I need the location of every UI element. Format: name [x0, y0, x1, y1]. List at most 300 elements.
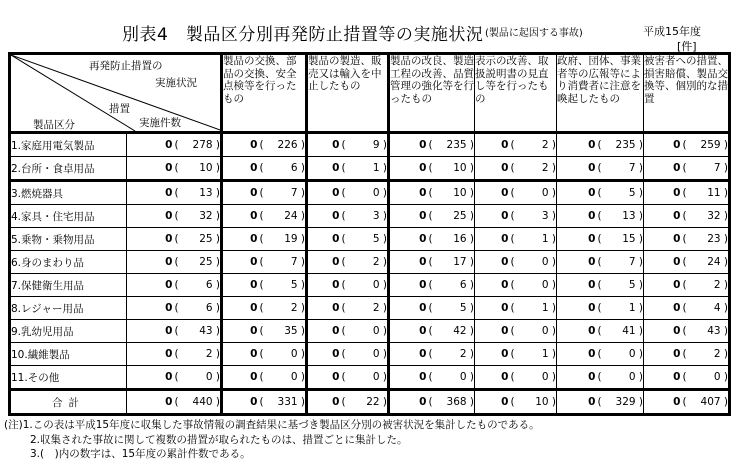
cumulative-count: 331	[277, 396, 298, 408]
cumulative-count: 0	[541, 187, 549, 199]
measure-count-cell	[557, 228, 644, 251]
total-count-cell	[127, 274, 222, 297]
category-cell: 3.燃焼器具	[10, 181, 127, 205]
close-paren: )	[635, 348, 643, 360]
column-header: 表示の改善、取扱説明書の見直し等を行ったもの	[475, 54, 557, 133]
current-count: 0	[332, 371, 340, 383]
cumulative-count: 259	[700, 139, 721, 151]
cumulative-count: 16	[453, 233, 467, 245]
close-paren: )	[379, 348, 387, 360]
measure-count-cell	[389, 320, 475, 343]
cumulative-count: 7	[290, 187, 298, 199]
current-count: 0	[673, 256, 681, 268]
cumulative-count: 368	[446, 396, 467, 408]
measure-count-cell	[644, 343, 730, 366]
current-count: 0	[501, 348, 509, 360]
total-row	[10, 390, 730, 415]
close-paren: )	[548, 139, 556, 151]
close-paren: )	[379, 187, 387, 199]
cumulative-count: 6	[459, 279, 467, 291]
close-paren: )	[635, 371, 643, 383]
measure-count-cell	[557, 205, 644, 228]
cumulative-count: 10	[453, 162, 467, 174]
cumulative-count: 0	[541, 256, 549, 268]
close-paren: )	[548, 162, 556, 174]
close-paren: )	[379, 233, 387, 245]
open-paren: (	[174, 302, 179, 314]
current-count: 0	[332, 396, 340, 408]
current-count: 0	[250, 396, 258, 408]
current-count: 0	[165, 162, 173, 174]
open-paren: (	[682, 348, 687, 360]
open-paren: (	[259, 302, 264, 314]
close-paren: )	[297, 348, 305, 360]
current-count: 0	[673, 371, 681, 383]
cumulative-count: 13	[622, 210, 636, 222]
cumulative-count: 2	[713, 348, 721, 360]
measure-count-cell	[557, 133, 644, 157]
current-count: 0	[673, 210, 681, 222]
current-count: 0	[250, 187, 258, 199]
close-paren: )	[379, 162, 387, 174]
close-paren: )	[379, 396, 387, 408]
close-paren: )	[212, 396, 220, 408]
corner-mid-label: 措置	[109, 103, 130, 115]
measure-count-cell	[222, 320, 307, 343]
total-count-cell	[127, 251, 222, 274]
cumulative-count: 43	[199, 325, 213, 337]
open-paren: (	[597, 325, 602, 337]
current-count: 0	[588, 371, 596, 383]
current-count: 0	[250, 210, 258, 222]
open-paren: (	[259, 233, 264, 245]
open-paren: (	[428, 279, 433, 291]
open-paren: (	[510, 210, 515, 222]
close-paren: )	[635, 396, 643, 408]
open-paren: (	[428, 210, 433, 222]
open-paren: (	[259, 139, 264, 151]
close-paren: )	[635, 256, 643, 268]
measure-count-cell	[644, 390, 730, 415]
cumulative-count: 32	[199, 210, 213, 222]
total-count-cell	[127, 390, 222, 415]
measure-count-cell	[307, 343, 389, 366]
close-paren: )	[548, 348, 556, 360]
close-paren: )	[720, 256, 728, 268]
cumulative-count: 2	[541, 162, 549, 174]
current-count: 0	[419, 233, 427, 245]
open-paren: (	[341, 256, 346, 268]
open-paren: (	[428, 139, 433, 151]
current-count: 0	[332, 187, 340, 199]
open-paren: (	[428, 348, 433, 360]
current-count: 0	[250, 139, 258, 151]
cumulative-count: 226	[277, 139, 298, 151]
cumulative-count: 0	[372, 187, 380, 199]
close-paren: )	[720, 396, 728, 408]
measure-count-cell	[389, 366, 475, 390]
measure-count-cell	[475, 297, 557, 320]
close-paren: )	[548, 233, 556, 245]
current-count: 0	[588, 256, 596, 268]
open-paren: (	[174, 162, 179, 174]
open-paren: (	[597, 210, 602, 222]
current-count: 0	[501, 162, 509, 174]
open-paren: (	[510, 256, 515, 268]
cumulative-count: 0	[541, 279, 549, 291]
column-header: 製品の交換、部品の交換、安全点検等を行ったもの	[222, 54, 307, 133]
close-paren: )	[635, 302, 643, 314]
close-paren: )	[297, 162, 305, 174]
current-count: 0	[501, 233, 509, 245]
current-count: 0	[419, 348, 427, 360]
cumulative-count: 11	[707, 187, 721, 199]
measure-count-cell	[644, 297, 730, 320]
cumulative-count: 10	[535, 396, 549, 408]
measure-count-cell	[475, 366, 557, 390]
open-paren: (	[259, 162, 264, 174]
cumulative-count: 41	[622, 325, 636, 337]
measure-count-cell	[557, 181, 644, 205]
footnote: 3.( )内の数字は、15年度の累計件数である。	[30, 448, 251, 460]
unit-label: [件]	[677, 40, 697, 53]
current-count: 0	[673, 325, 681, 337]
measure-count-cell	[222, 205, 307, 228]
table-row	[10, 133, 730, 157]
cumulative-count: 0	[628, 371, 636, 383]
current-count: 0	[419, 302, 427, 314]
open-paren: (	[259, 348, 264, 360]
table-row	[10, 181, 730, 205]
measure-count-cell	[222, 274, 307, 297]
cumulative-count: 0	[541, 371, 549, 383]
cumulative-count: 1	[541, 302, 549, 314]
open-paren: (	[428, 233, 433, 245]
open-paren: (	[428, 162, 433, 174]
open-paren: (	[510, 279, 515, 291]
category-cell: 1.家庭用電気製品	[10, 133, 127, 157]
cumulative-count: 0	[541, 325, 549, 337]
cumulative-count: 0	[459, 371, 467, 383]
cumulative-count: 35	[284, 325, 298, 337]
current-count: 0	[419, 325, 427, 337]
measure-count-cell	[557, 366, 644, 390]
measure-count-cell	[644, 133, 730, 157]
open-paren: (	[341, 279, 346, 291]
cumulative-count: 1	[628, 302, 636, 314]
current-count: 0	[332, 302, 340, 314]
current-count: 0	[588, 279, 596, 291]
measure-count-cell	[644, 157, 730, 181]
current-count: 0	[588, 210, 596, 222]
close-paren: )	[212, 371, 220, 383]
cumulative-count: 15	[622, 233, 636, 245]
open-paren: (	[259, 210, 264, 222]
current-count: 0	[588, 348, 596, 360]
open-paren: (	[597, 187, 602, 199]
close-paren: )	[548, 187, 556, 199]
table-row	[10, 251, 730, 274]
open-paren: (	[597, 302, 602, 314]
cumulative-count: 7	[290, 256, 298, 268]
current-count: 0	[419, 210, 427, 222]
category-cell: 10.繊維製品	[10, 343, 127, 366]
open-paren: (	[510, 396, 515, 408]
measure-count-cell	[307, 251, 389, 274]
cumulative-count: 23	[707, 233, 721, 245]
open-paren: (	[341, 348, 346, 360]
measure-count-cell	[389, 390, 475, 415]
category-cell: 合計	[10, 390, 127, 415]
measure-count-cell	[389, 133, 475, 157]
close-paren: )	[635, 325, 643, 337]
close-paren: )	[466, 210, 474, 222]
close-paren: )	[466, 279, 474, 291]
close-paren: )	[297, 256, 305, 268]
measure-count-cell	[557, 297, 644, 320]
current-count: 0	[332, 162, 340, 174]
current-count: 0	[419, 187, 427, 199]
measure-count-cell	[475, 157, 557, 181]
cumulative-count: 0	[372, 348, 380, 360]
close-paren: )	[548, 279, 556, 291]
current-count: 0	[588, 187, 596, 199]
open-paren: (	[174, 139, 179, 151]
current-count: 0	[165, 279, 173, 291]
measure-count-cell	[644, 274, 730, 297]
measure-count-cell	[222, 390, 307, 415]
measure-count-cell	[222, 251, 307, 274]
close-paren: )	[212, 210, 220, 222]
measure-count-cell	[307, 157, 389, 181]
cumulative-count: 2	[541, 139, 549, 151]
open-paren: (	[341, 371, 346, 383]
current-count: 0	[332, 348, 340, 360]
measure-count-cell	[644, 205, 730, 228]
measure-count-cell	[475, 320, 557, 343]
cumulative-count: 3	[372, 210, 380, 222]
category-cell: 4.家具・住宅用品	[10, 205, 127, 228]
cumulative-count: 22	[366, 396, 380, 408]
category-cell: 9.乳幼児用品	[10, 320, 127, 343]
category-cell: 7.保健衛生用品	[10, 274, 127, 297]
cumulative-count: 6	[205, 279, 213, 291]
current-count: 0	[419, 371, 427, 383]
category-cell: 8.レジャー用品	[10, 297, 127, 320]
total-count-cell	[127, 157, 222, 181]
open-paren: (	[682, 162, 687, 174]
open-paren: (	[174, 210, 179, 222]
close-paren: )	[548, 256, 556, 268]
measure-count-cell	[475, 343, 557, 366]
current-count: 0	[673, 302, 681, 314]
cumulative-count: 42	[453, 325, 467, 337]
cumulative-count: 0	[372, 325, 380, 337]
measure-count-cell	[389, 274, 475, 297]
current-count: 0	[501, 396, 509, 408]
close-paren: )	[466, 302, 474, 314]
current-count: 0	[673, 233, 681, 245]
cumulative-count: 2	[205, 348, 213, 360]
cumulative-count: 7	[713, 162, 721, 174]
measure-count-cell	[389, 181, 475, 205]
close-paren: )	[548, 371, 556, 383]
open-paren: (	[174, 396, 179, 408]
close-paren: )	[466, 371, 474, 383]
corner-bottom-label: 製品区分	[33, 119, 75, 131]
close-paren: )	[297, 187, 305, 199]
open-paren: (	[510, 348, 515, 360]
measure-count-cell	[389, 228, 475, 251]
current-count: 0	[332, 233, 340, 245]
current-count: 0	[673, 139, 681, 151]
open-paren: (	[341, 210, 346, 222]
current-count: 0	[332, 279, 340, 291]
table-row	[10, 366, 730, 390]
measure-count-cell	[644, 181, 730, 205]
cumulative-count: 0	[290, 348, 298, 360]
cumulative-count: 235	[446, 139, 467, 151]
cumulative-count: 4	[713, 302, 721, 314]
current-count: 0	[165, 210, 173, 222]
open-paren: (	[174, 325, 179, 337]
open-paren: (	[510, 302, 515, 314]
close-paren: )	[720, 139, 728, 151]
category-cell: 5.乗物・乗物用品	[10, 228, 127, 251]
open-paren: (	[510, 233, 515, 245]
open-paren: (	[341, 233, 346, 245]
close-paren: )	[212, 187, 220, 199]
measure-count-cell	[475, 228, 557, 251]
open-paren: (	[682, 187, 687, 199]
close-paren: )	[548, 302, 556, 314]
cumulative-count: 10	[199, 162, 213, 174]
measure-count-cell	[475, 205, 557, 228]
close-paren: )	[297, 325, 305, 337]
close-paren: )	[212, 256, 220, 268]
close-paren: )	[635, 233, 643, 245]
cumulative-count: 6	[290, 162, 298, 174]
open-paren: (	[259, 187, 264, 199]
open-paren: (	[174, 233, 179, 245]
measure-count-cell	[475, 251, 557, 274]
current-count: 0	[588, 233, 596, 245]
close-paren: )	[466, 256, 474, 268]
close-paren: )	[212, 162, 220, 174]
page-subtitle: (製品に起因する事故)	[485, 28, 583, 39]
current-count: 0	[332, 325, 340, 337]
cumulative-count: 329	[615, 396, 636, 408]
cumulative-count: 0	[372, 371, 380, 383]
open-paren: (	[341, 162, 346, 174]
open-paren: (	[597, 348, 602, 360]
close-paren: )	[379, 302, 387, 314]
close-paren: )	[720, 325, 728, 337]
open-paren: (	[428, 302, 433, 314]
measure-count-cell	[557, 274, 644, 297]
current-count: 0	[501, 210, 509, 222]
column-header: 製品の改良、製造工程の改善、品質管理の強化等を行ったもの	[389, 54, 475, 133]
close-paren: )	[212, 302, 220, 314]
measure-count-cell	[307, 390, 389, 415]
cumulative-count: 2	[459, 348, 467, 360]
current-count: 0	[165, 371, 173, 383]
close-paren: )	[466, 162, 474, 174]
open-paren: (	[597, 371, 602, 383]
measure-count-cell	[389, 297, 475, 320]
column-header: 政府、団体、事業者等の広報等により消費者に注意を喚起したもの	[557, 54, 644, 133]
close-paren: )	[379, 139, 387, 151]
table-row	[10, 320, 730, 343]
cumulative-count: 25	[453, 210, 467, 222]
measure-count-cell	[307, 133, 389, 157]
measure-count-cell	[222, 133, 307, 157]
current-count: 0	[588, 302, 596, 314]
total-count-cell	[127, 366, 222, 390]
open-paren: (	[259, 279, 264, 291]
cumulative-count: 6	[205, 302, 213, 314]
close-paren: )	[297, 233, 305, 245]
current-count: 0	[588, 325, 596, 337]
current-count: 0	[419, 396, 427, 408]
open-paren: (	[682, 325, 687, 337]
open-paren: (	[341, 396, 346, 408]
close-paren: )	[379, 325, 387, 337]
measure-count-cell	[222, 366, 307, 390]
current-count: 0	[250, 162, 258, 174]
total-count-cell	[127, 228, 222, 251]
current-count: 0	[501, 371, 509, 383]
open-paren: (	[510, 371, 515, 383]
measure-count-cell	[389, 205, 475, 228]
current-count: 0	[673, 348, 681, 360]
open-paren: (	[682, 302, 687, 314]
current-count: 0	[501, 325, 509, 337]
measure-count-cell	[644, 228, 730, 251]
open-paren: (	[597, 256, 602, 268]
close-paren: )	[212, 139, 220, 151]
current-count: 0	[588, 139, 596, 151]
close-paren: )	[635, 279, 643, 291]
category-cell: 6.身のまわり品	[10, 251, 127, 274]
column-header: 被害者への措置、損害賠償、製品交換等、個別的な措置	[644, 54, 730, 133]
cumulative-count: 17	[453, 256, 467, 268]
measure-count-cell	[389, 343, 475, 366]
cumulative-count: 19	[284, 233, 298, 245]
close-paren: )	[720, 233, 728, 245]
measure-count-cell	[307, 320, 389, 343]
current-count: 0	[250, 371, 258, 383]
close-paren: )	[297, 139, 305, 151]
current-count: 0	[165, 139, 173, 151]
measure-count-cell	[307, 366, 389, 390]
open-paren: (	[259, 256, 264, 268]
open-paren: (	[597, 233, 602, 245]
cumulative-count: 24	[284, 210, 298, 222]
total-count-cell	[127, 320, 222, 343]
close-paren: )	[466, 139, 474, 151]
close-paren: )	[635, 187, 643, 199]
close-paren: )	[466, 348, 474, 360]
close-paren: )	[297, 302, 305, 314]
current-count: 0	[673, 396, 681, 408]
close-paren: )	[212, 348, 220, 360]
cumulative-count: 1	[541, 233, 549, 245]
measure-count-cell	[475, 390, 557, 415]
close-paren: )	[466, 325, 474, 337]
measures-table	[8, 52, 731, 416]
measure-count-cell	[222, 228, 307, 251]
